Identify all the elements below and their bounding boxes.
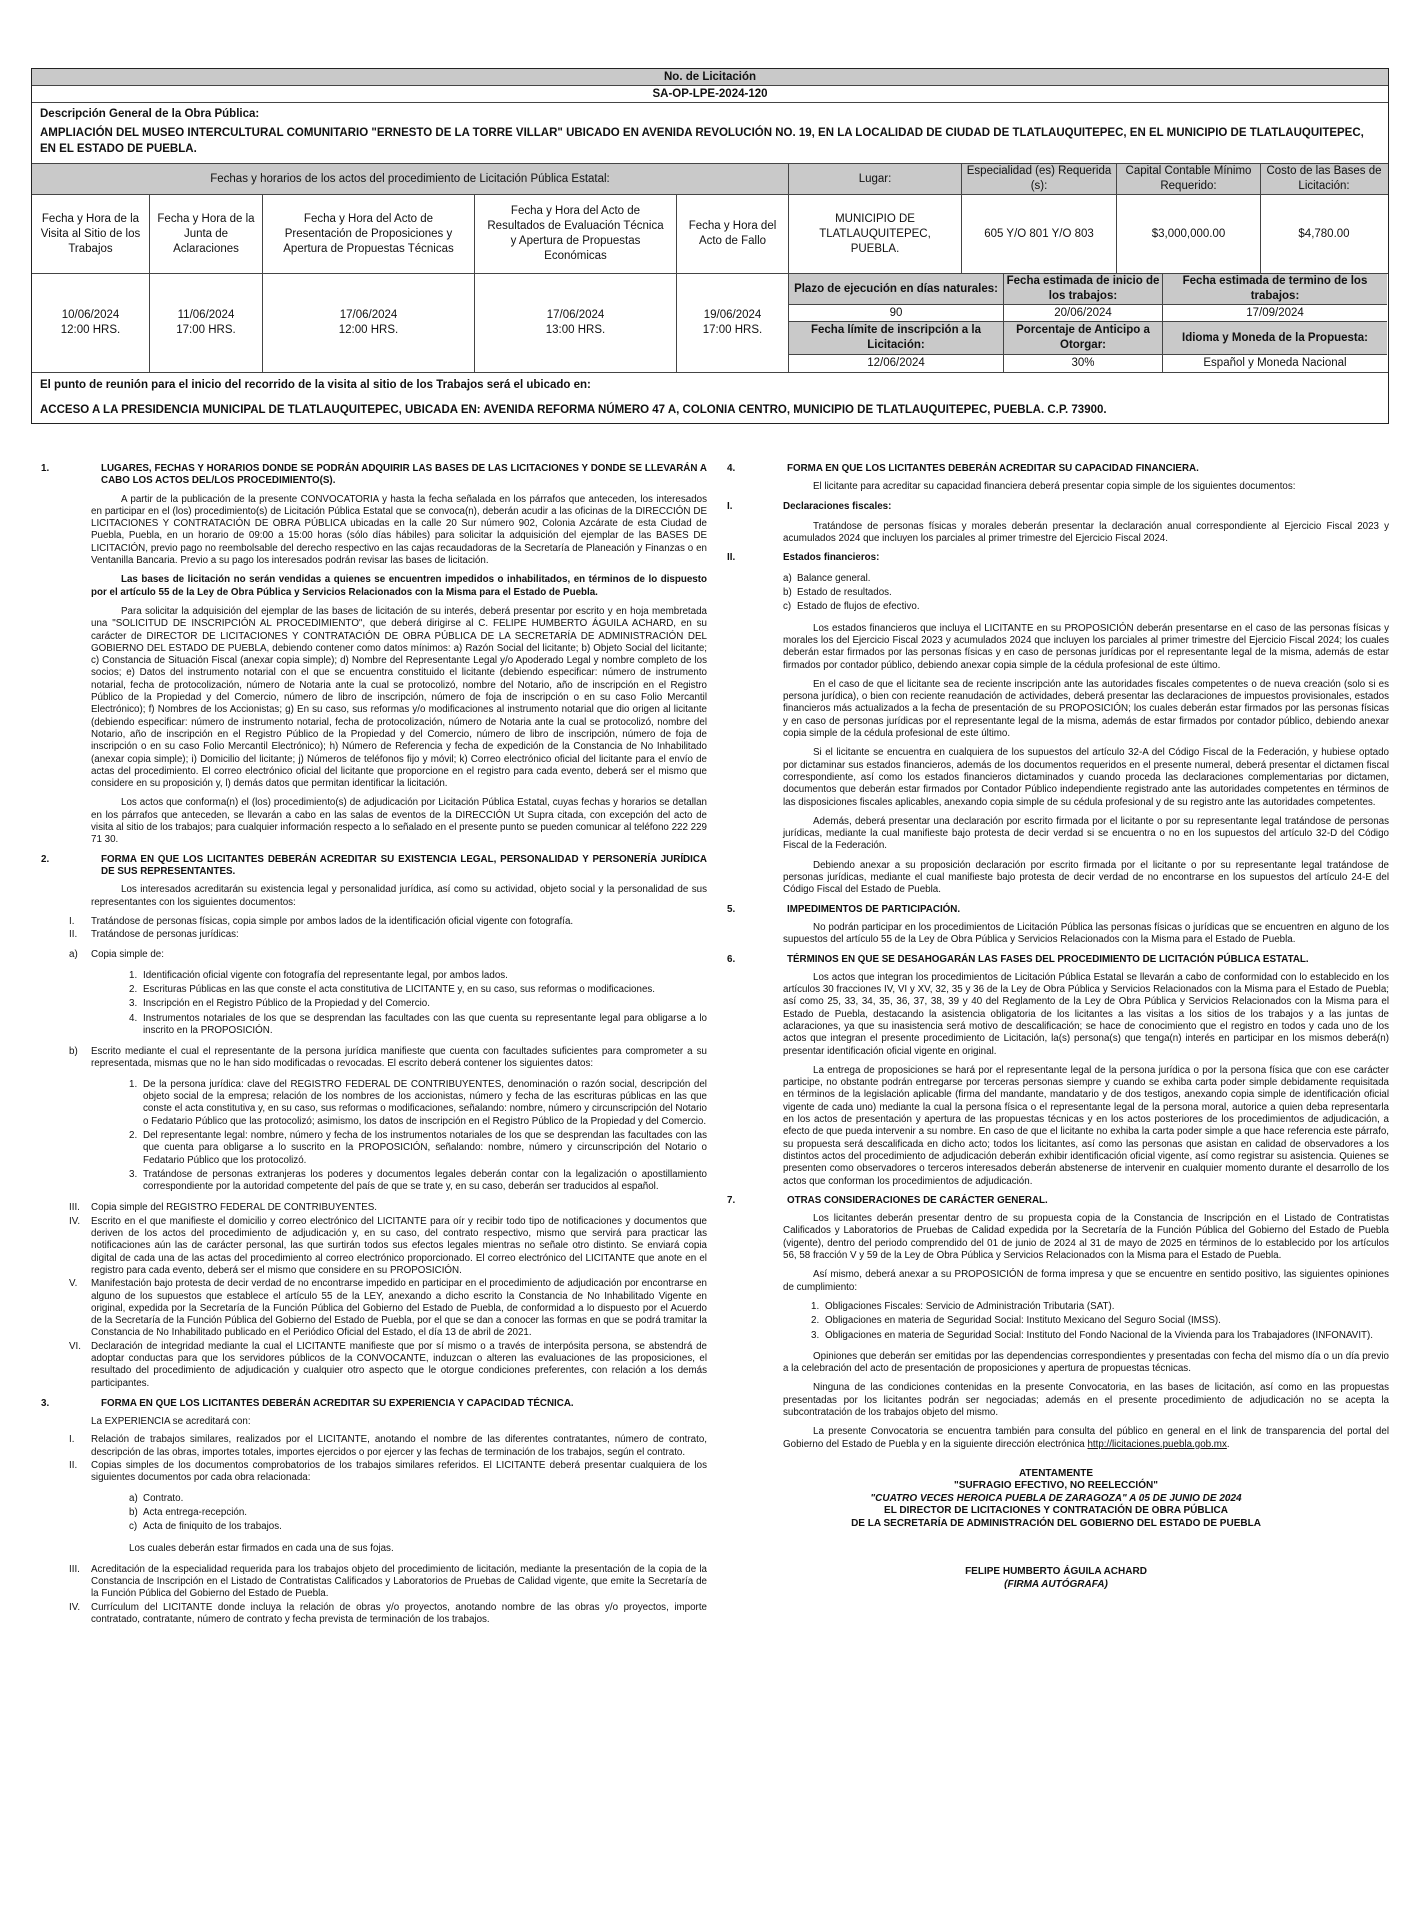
section-2-paragraph-1: Los interesados acreditarán su existencia legal y personalidad jurídica, así como su actividad, objeto social y la personalidad de sus representantes con los siguientes documentos: <box>91 884 707 908</box>
termino-label: Fecha estimada de termino de los trabajos: <box>1182 275 1368 302</box>
act-date-visita <box>32 274 150 372</box>
plazos-grid <box>789 274 1387 372</box>
especialidad-label: Especialidad (es) Requerida (s): <box>962 164 1117 194</box>
list-item: I. Tratándose de personas físicas, copia simple por ambos lados de la identificación oficial vigente con fotografía. <box>69 915 574 927</box>
list-item: 1. Identificación oficial vigente con fotografía del representante legal, por ambos lados. <box>129 969 508 981</box>
list-item: b) Escrito mediante el cual el representante de la persona jurídica manifieste que cuenta con facultades suficientes para comprometer a su representada, mismas que no le han sido modificadas o revocadas. El escrito deberá contener los siguientes datos: <box>69 1046 707 1070</box>
section-3-title: FORMA EN QUE LOS LICITANTES DEBERÁN ACREDITAR SU EXPERIENCIA Y CAPACIDAD TÉCNICA. <box>101 1397 574 1409</box>
act-label-fallo: Fecha y Hora del Acto de Fallo <box>677 195 789 273</box>
junta-time: 17:00 HRS. <box>176 324 236 336</box>
section-1-paragraph-4: Los actos que conforma(n) el (los) procedimiento(s) de adjudicación por Licitación Pública Estatal, cuyas fechas y horarios se detallan en los párrafos que anteceden, se llevarán a cabo en las salas de eventos de la DIRECCIÓN Ut Supra citada, con excepción del acto de visita al sitio de los trabajos; para cualquier información respecto a lo señalado en el presente punto se pueden comunicar al teléfono 222 229 71 30. <box>91 797 707 846</box>
idioma-value: Español y Moneda Nacional <box>1203 357 1347 369</box>
list-item: I. Declaraciones fiscales: <box>727 500 892 512</box>
licitaciones-link[interactable]: http://licitaciones.puebla.gob.mx <box>1087 1438 1227 1450</box>
capital-value: $3,000,000.00 <box>1117 195 1261 273</box>
closing-line-1: ATENTAMENTE <box>1018 1467 1094 1479</box>
reunion-label: El punto de reunión para el inicio del recorrido de la visita al sitio de los Trabajos será el ubicado en: <box>40 379 591 391</box>
list-item: 4. Instrumentos notariales de los que se desprendan las facultades con las que cuenta su representante legal para obligarse a lo inscrito en la PROPOSICIÓN. <box>129 1012 707 1036</box>
list-item: a) Balance general. <box>783 572 871 584</box>
act-label-junta: Fecha y Hora de la Junta de Aclaraciones <box>150 195 263 273</box>
section-3-intro: La EXPERIENCIA se acreditará con: <box>91 1416 251 1428</box>
section-6-paragraph-2: La entrega de proposiciones se hará por el representante legal de la persona jurídica o por la persona física que con ese carácter participe, no obstante podrán entregarse por terceras personas siempre y cuando se exhiba carta poder simple debidamente requisitada en términos de la legislación aplicable (firma del mandante, mandatario y de dos testigos, anexando copia simple de identificación oficial vigente de cada uno) mediante la cual la persona física o el representante legal de la persona moral, autorice a quien deba representarla en los actos de presentación y apertura de las propuestas técnicas y en los actos posteriores de los procedimientos de adjudicación, a efecto de que pueda intervenir a su nombre. En caso de que el licitante no exhiba la carta poder simple a que hace referencia este párrafo, su propuesta será descalificada en dicho acto; todos los licitantes, así como las personas que asistan en calidad de observadores a los distintos actos del procedimiento de adjudicación deberán exhibir identificación oficial vigente, así como registrar su asistencia. Quienes se presenten como observadores o terceros interesados deberán abstenerse de intervenir en cualquier momento durante el desarrollo de los actos que conforman los procedimientos de adjudicación. <box>783 1064 1389 1187</box>
act-date-presentacion <box>263 274 475 372</box>
list-item: II. Tratándose de personas jurídicas: <box>69 929 239 941</box>
fallo-date: 19/06/2024 <box>703 309 762 321</box>
section-4-paragraph-4: Si el licitante se encuentra en cualquiera de los supuestos del artículo 32-A del Código Fiscal de la Federación, y hubiese optado por dictaminar sus estados financieros, además de los documentos requeridos en el presente numeral, deberá presentar el dictamen fiscal correspondiente, así como los estados financieros dictaminados y cuando proceda las declaraciones complementarias por dictamen, documentos que deberán estar firmados por Contador Público independiente registrado ante las autoridades competentes en términos de las disposiciones fiscales aplicables, anexando copia simple de su cédula profesional y de su registro ante las autoridades competentes. <box>783 747 1389 808</box>
anticipo-value: 30% <box>1004 355 1163 372</box>
section-1-paragraph-1: A partir de la publicación de la presente CONVOCATORIA y hasta la fecha señalada en los párrafos que anteceden, los interesados en participar en el (los) procedimiento(s) de Licitación Pública Estatal que se convoca(n), deberán acudir a las oficinas de la DIRECCIÓN DE LICITACIONES Y CONTRATACIÓN DE OBRA PÚBLICA ubicadas en la calle 20 Sur número 902, Colonia Azcárate de esta Ciudad de Puebla, Puebla, en un horario de 09:00 a 15:00 horas (sólo días hábiles) para solicitar la adquisición del ejemplar de las BASES DE LICITACIÓN, previo pago no reembolsable del derecho respectivo en las cajas recaudadoras de la Secretaría de Planeación y Finanzas o en Ventanilla Bancaria. Previo a su pago los interesados podrán revisar las bases de licitación. <box>91 493 707 567</box>
reunion-block <box>32 373 1388 423</box>
list-item: b) Estado de resultados. <box>783 587 892 599</box>
list-item: 3. Tratándose de personas extranjeras los poderes y documentos legales deberán contar con la legalización o apostillamiento correspondiente por la autoridad competente del país de que se trate y, en su caso, deberán ser traducidos al español. <box>129 1168 707 1193</box>
section-4-paragraph-5: Además, deberá presentar una declaración por escrito firmada por el licitante o por su representante legal tratándose de personas jurídicas, mediante la cual manifieste bajo protesta de decir verdad si se encuentra o no en los supuestos del artículo 32-D del Código Fiscal de la Federación. <box>783 815 1389 852</box>
termino-value: 17/09/2024 <box>1246 306 1304 319</box>
descripcion-block <box>32 103 1388 164</box>
section-5-paragraph-1: No podrán participar en los procedimientos de Licitación Pública las personas físicas o jurídicas que se encuentren en alguno de los supuestos del artículo 55 de la Ley de Obra Pública y Servicios Relacionados con la Misma para el Estado de Puebla. <box>783 921 1389 946</box>
acts-row <box>32 195 1388 274</box>
section-3-number: 3. <box>41 1397 50 1409</box>
list-item: V. Manifestación bajo protesta de decir verdad de no encontrarse impedido en participar en el procedimiento de adjudicación por encontrarse en alguno de los supuestos que establece el artículo 55 de la LEY, anexando a dicho escrito la Constancia de No Inhabilitado Vigente en original, expedida por la Secretaría de la Función Pública del Gobierno del Estado de Puebla, de conformidad a lo dispuesto por el Acuerdo de la Secretaría de la Función Pública del Gobierno del Estado de Puebla, por el que se dan a conocer las formas en que se podrá tramitar la Constancia de No Inhabilitado publicado en el Periódico Oficial del Estado, el día 13 de abril de 2021. <box>69 1278 707 1339</box>
list-item: 3. Obligaciones en materia de Seguridad Social: Instituto del Fondo Nacional de la Vivienda para los Trabajadores (INFONAVIT). <box>811 1329 1374 1341</box>
act-date-junta <box>150 274 263 372</box>
especialidad-value: 605 Y/O 801 Y/O 803 <box>962 195 1117 273</box>
section-4-number: 4. <box>727 463 736 474</box>
act-label-resultados: Fecha y Hora del Acto de Resultados de Evaluación Técnica y Apertura de Propuestas Económicas <box>475 195 677 273</box>
costo-label: Costo de las Bases de Licitación: <box>1266 165 1382 192</box>
right-column <box>723 463 1389 1591</box>
closing-block <box>723 1468 1389 1592</box>
section-2-heading <box>31 854 707 879</box>
limite-label: Fecha límite de inscripción a la Licitación: <box>789 322 1004 354</box>
section-4-paragraph-2: Los estados financieros que incluya el LICITANTE en su PROPOSICIÓN deberán presentarse en el caso de las personas físicas y morales los del Ejercicio Fiscal 2023 y acumulados 2024 que incluyen los parciales al primer trimestre del Ejercicio Fiscal 2024; los cuales deberán estar firmados por las personas físicas y en caso de personas jurídicas por el representante legal de la misma, además de estar firmados por contador público, debiendo anexar copia simple de la cédula profesional de este último. <box>783 622 1389 671</box>
fallo-time: 17:00 HRS. <box>702 324 763 336</box>
list-item: b) Acta entrega-recepción. <box>129 1506 248 1518</box>
visita-time: 12:00 HRS. <box>60 324 121 336</box>
section-4-paragraph-6: Debiendo anexar a su proposición declaración por escrito firmada por el licitante o por su representante legal tratándose de personas jurídicas, mediante el cual manifieste bajo protesta de decir verdad de no encontrarse en los supuestos del artículo 24-E del Código Fiscal del Estado de Puebla. <box>783 859 1389 896</box>
list-item: 2. Del representante legal: nombre, número y fecha de los instrumentos notariales de los que se desprendan las facultades con las que cuenta para obligarse a lo suscrito en la PROPOSICIÓN, señalando: nombre, número y circunscripción del Notario o Fedatario Público que los protocolizó. <box>129 1129 707 1166</box>
descripcion-label: Descripción General de la Obra Pública: <box>40 108 260 120</box>
section-4-paragraph-3: En el caso de que el licitante sea de reciente inscripción ante las autoridades fiscales competentes o de nueva creación (solo si es persona jurídica), o bien con reciente reanudación de actividades, deberá presentar las declaraciones de impuestos provisionales, estados financieros más actualizados a la fecha de presentación de su PROPOSICIÓN; los cuales deberán estar firmados por las personas físicas y en caso de personas jurídicas por el representante legal de la misma, además de estar firmados por contador público, debiendo anexar copia simple de la cédula profesional de este último. <box>783 678 1389 740</box>
list-item: c) Acta de finiquito de los trabajos. <box>129 1521 282 1533</box>
no-licitacion-label: No. de Licitación <box>32 69 1388 86</box>
section-1-heading <box>31 463 707 488</box>
inicio-value: 20/06/2024 <box>1004 305 1163 321</box>
list-item: IV. Currículum del LICITANTE donde incluya la relación de obras y/o proyectos, anotando nombre de las obras y/o proyectos, importe contratado, contratante, número de contrato y fecha prevista de terminación de los trabajos. <box>69 1601 707 1626</box>
capital-label: Capital Contable Mínimo Requerido: <box>1117 164 1261 194</box>
list-item: III. Copia simple del REGISTRO FEDERAL DE CONTRIBUYENTES. <box>69 1202 377 1214</box>
descripcion-value: AMPLIACIÓN DEL MUSEO INTERCULTURAL COMUNITARIO "ERNESTO DE LA TORRE VILLAR" UBICADO EN AVENIDA REVOLUCIÓN NO. 19, EN LA LOCALIDAD DE CIUDAD DE TLATLAUQUITEPEC, EN EL MUNICIPIO DE TLATLAUQUITEPEC, EN EL ESTADO DE PUEBLA. <box>40 127 1364 155</box>
licitacion-table <box>31 68 1389 424</box>
list-item: 2. Escrituras Públicas en las que conste el acta constitutiva de LICITANTE y, en su caso, sus reformas o modificaciones. <box>129 983 656 995</box>
section-3-firmados: Los cuales deberán estar firmados en cada una de sus fojas. <box>129 1542 394 1554</box>
closing-line-5: DE LA SECRETARÍA DE ADMINISTRACIÓN DEL GOBIERNO DEL ESTADO DE PUEBLA <box>851 1517 1261 1529</box>
section-1-paragraph-2: Las bases de licitación no serán vendidas a quienes se encuentren impedidos o inhabilitados, en términos de lo dispuesto por el artículo 55 de la Ley de Obra Pública y Servicios Relacionados con la Misma para el Estado de Puebla. <box>91 574 707 598</box>
fechas-label: Fechas y horarios de los actos del procedimiento de Licitación Pública Estatal: <box>32 164 789 194</box>
list-item: 1. Obligaciones Fiscales: Servicio de Administración Tributaria (SAT). <box>811 1300 1115 1312</box>
list-item: c) Estado de flujos de efectivo. <box>783 601 920 613</box>
idioma-label: Idioma y Moneda de la Propuesta: <box>1182 331 1368 344</box>
lugar-value: MUNICIPIO DE TLATLAUQUITEPEC, PUEBLA. <box>789 195 962 273</box>
section-7-paragraph-5: La presente Convocatoria se encuentra también para consulta del público en general en el link de transparencia del portal del Gobierno del Estado de Puebla y en la siguiente dirección electrónica http://licitaciones.puebla.gob.mx. <box>783 1426 1389 1450</box>
list-item: 3. Inscripción en el Registro Público de la Propiedad y del Comercio. <box>129 998 430 1010</box>
no-licitacion-value: SA-OP-LPE-2024-120 <box>32 86 1388 103</box>
list-item: a) Contrato. <box>129 1492 184 1504</box>
list-item: III. Acreditación de la especialidad requerida para los trabajos objeto del procedimiento de licitación, mediante la presentación de la copia de la Constancia de Inscripción en el Listado de Contratistas Calificados y Laboratorios de Pruebas de Calidad vigente, que emite la Secretaría de la Función Pública del Gobierno del Estado de Puebla. <box>69 1563 707 1600</box>
list-item: 1. De la persona jurídica: clave del REGISTRO FEDERAL DE CONTRIBUYENTES, denominación o razón social, descripción del objeto social de la empresa; relación de los nombres de los accionistas, número y fecha de las escrituras públicas en las que conste el acta constitutiva y, en su caso, sus reformas o modificaciones, señalando: nombre, número y circunscripción del Notario o Fedatario Público que las protocolizó; asimismo, los datos de inscripción en el Registro Público de la Propiedad y del Comercio. <box>129 1078 707 1127</box>
section-1-title: LUGARES, FECHAS Y HORARIOS DONDE SE PODRÁN ADQUIRIR LAS BASES DE LAS LICITACIONES Y DONDE SE LLEVARÁN A CABO LOS ACTOS DEL/LOS PROCEDIMIENTO(S). <box>101 463 707 487</box>
closing-line-2: "SUFRAGIO EFECTIVO, NO REELECCIÓN" <box>954 1480 1158 1492</box>
costo-value: $4,780.00 <box>1298 227 1350 240</box>
list-item: I. Relación de trabajos similares, realizados por el LICITANTE, anotando el nombre de las diferentes contratantes, número de contrato, descripción de las obras, importes totales, importes ejercidos o por ejercer y las fechas de terminación de los trabajos, según el contrato. <box>69 1434 707 1458</box>
list-item: 2. Obligaciones en materia de Seguridad Social: Instituto Mexicano del Seguro Social (IMSS). <box>811 1315 1221 1327</box>
section-7-title: OTRAS CONSIDERACIONES DE CARÁCTER GENERAL. <box>787 1194 1048 1206</box>
act-label-presentacion: Fecha y Hora del Acto de Presentación de Proposiciones y Apertura de Propuestas Técnicas <box>263 195 475 273</box>
section-7-paragraph-4: Ninguna de las condiciones contenidas en la presente Convocatoria, en las bases de licitación, así como en las propuestas presentadas por los licitantes podrán ser negociadas; además en el presente procedimiento de adjudicación no se acepta la subcontratación de los trabajos objeto del mismo. <box>783 1382 1389 1418</box>
section-6-number: 6. <box>727 953 736 965</box>
section-5-title: IMPEDIMENTOS DE PARTICIPACIÓN. <box>787 903 961 915</box>
act-date-fallo <box>677 274 789 372</box>
closing-line-3: "CUATRO VECES HEROICA PUEBLA DE ZARAGOZA" A 05 DE JUNIO DE 2024 <box>870 1492 1242 1504</box>
list-item: a) Copia simple de: <box>69 949 164 961</box>
section-6-heading <box>723 954 1389 966</box>
section-5-heading <box>723 904 1389 916</box>
section-6-paragraph-1: Los actos que integran los procedimientos de Licitación Pública Estatal se llevarán a cabo de conformidad con lo establecido en los artículos 30 fracciones IV, VI y XV, 32, 35 y 36 de la Ley de Obra Pública y Servicios Relacionados con la Misma para el Estado de Puebla; así como 25, 33, 34, 35, 36, 37, 38, 39 y 40 del Reglamento de la Ley de Obra Pública y Servicios Relacionados con la Misma para el Estado de Puebla, destacando la asistencia obligatoria de los licitantes a las visitas a los sitios de los trabajos y a las juntas de aclaraciones, ya que su inasistencia será motivo de descalificación; se hace de conocimiento que el registro en todos y cada uno de los actos que integran el presente procedimiento de Licitación, la(s) persona(s) que tenga(n) interés en participar en los mismos deberá(n) presentar identificación oficial vigente en original. <box>783 971 1389 1057</box>
section-7-number: 7. <box>727 1194 736 1206</box>
act-label-visita: Fecha y Hora de la Visita al Sitio de los Trabajos <box>32 195 150 273</box>
section-2-title: FORMA EN QUE LOS LICITANTES DEBERÁN ACREDITAR SU EXISTENCIA LEGAL, PERSONALIDAD Y PERSONERÍA JURÍDICA DE SUS REPRESENTANTES. <box>101 853 707 877</box>
closing-line-4: EL DIRECTOR DE LICITACIONES Y CONTRATACIÓN DE OBRA PÚBLICA <box>884 1505 1228 1517</box>
section-2-number: 2. <box>41 853 50 865</box>
left-column <box>31 463 707 1627</box>
visita-date: 10/06/2024 <box>61 309 120 321</box>
section-6-title: TÉRMINOS EN QUE SE DESAHOGARÁN LAS FASES DEL PROCEDIMIENTO DE LICITACIÓN PÚBLICA ESTATAL. <box>787 953 1309 965</box>
section-3-heading <box>31 1398 707 1410</box>
section-4-title: FORMA EN QUE LOS LICITANTES DEBERÁN ACREDITAR SU CAPACIDAD FINANCIERA. <box>787 463 1199 474</box>
list-item: IV. Escrito en el que manifieste el domicilio y correo electrónico del LICITANTE para oír y recibir todo tipo de notificaciones y documentos que deriven de los actos del procedimiento de adjudicación y, en su caso, del contrato respectivo, mismo que servirá para practicar las notificaciones aún las de carácter personal, las que surtirán todos sus efectos legales mientras no señale otro distinto. Se enviará copia digital de cada una de las actas del procedimiento al correo electrónico proporcionado. El correo electrónico del LICITANTE que anote en el registro para cada evento, deberá ser el mismo que considere en su PROPOSICIÓN. <box>69 1215 707 1276</box>
list-item: VI. Declaración de integridad mediante la cual el LICITANTE manifieste que por sí mismo o a través de interpósita persona, se abstendrá de adoptar conductas para que los servidores públicos de la CONVOCANTE, induzcan o alteren las evaluaciones de las proposiciones, el resultado del procedimiento de adjudicación y cualquier otro aspecto que le otorgue condiciones preferentes, con relación a los demás participantes. <box>69 1340 707 1389</box>
plazo-value: 90 <box>789 305 1004 321</box>
section-5-number: 5. <box>727 903 736 915</box>
resultados-date: 17/06/2024 <box>546 309 605 321</box>
presentacion-date: 17/06/2024 <box>339 309 398 321</box>
plazo-label: Plazo de ejecución en días naturales: <box>789 274 1004 304</box>
section-4-declaraciones-text: Tratándose de personas físicas y morales deberán presentar la declaración anual correspondiente al Ejercicio Fiscal 2023 y acumulados 2024 que incluyen los parciales al primer trimestre del Ejercicio Fiscal 2024. <box>783 520 1389 545</box>
section-7-heading <box>723 1195 1389 1207</box>
junta-date: 11/06/2024 <box>177 309 235 321</box>
lugar-label: Lugar: <box>789 164 962 194</box>
signer-name: FELIPE HUMBERTO ÁGUILA ACHARD <box>965 1566 1147 1578</box>
anticipo-label: Porcentaje de Anticipo a Otorgar: <box>1004 322 1163 354</box>
section-7-paragraph-3: Opiniones que deberán ser emitidas por las dependencias correspondientes y presentadas con fecha del mismo día o un día previo a la celebración del acto de presentación de proposiciones y apertura de propuestas técnicas. <box>783 1350 1389 1375</box>
dates-row <box>32 274 1388 373</box>
presentacion-time: 12:00 HRS. <box>338 324 399 336</box>
signature-note: (FIRMA AUTÓGRAFA) <box>1004 1578 1108 1590</box>
inicio-label: Fecha estimada de inicio de los trabajos: <box>1004 274 1163 304</box>
resultados-time: 13:00 HRS. <box>545 324 606 336</box>
section-1-paragraph-3: Para solicitar la adquisición del ejemplar de las bases de licitación de su interés, deberá presentar por escrito y en hoja membretada una "SOLICITUD DE INSCRIPCIÓN AL PROCEDIMIENTO", que deberá dirigirse al C. FELIPE HUMBERTO ÁGUILA ACHARD, en su carácter de DIRECTOR DE LICITACIONES Y CONTRATACIÓN DE OBRA PÚBLICA DE LA SECRETARÍA DE ADMINISTRACIÓN DEL GOBIERNO DEL ESTADO DE PUEBLA, debiendo contener como datos mínimos: a) Razón Social del licitante; b) Objeto Social del licitante; c) Constancia de Situación Fiscal (anexar copia simple); d) Nombre del Representante Legal y/o Apoderado Legal y nombre completo de los socios; e) Datos del instrumento notarial con el que se encuentra constituido el licitante (debiendo especificar: número de instrumento notarial, fecha de protocolización, número de Notaria ante la cual se protocolizó, nombre del Notario, año de inscripción en el Registro Público de la Propiedad y del Comercio, número de libro de inscripción, número de foja de inscripción o en su caso Folio Mercantil Electrónico); f) Nombres de los Accionistas; g) En su caso, sus reformas y/o modificaciones al instrumento notarial que dio origen al licitante (debiendo especificar: número de instrumento notarial, fecha de protocolización, número de Notaria ante la cual se protocolizó, nombre del Notario, año de inscripción en el Registro Público de la Propiedad y del Comercio, número de libro de inscripción, número de foja de inscripción o en su caso Folio Mercantil Electrónico); h) Número de Referencia y fecha de expedición de la Constancia de No Inhabilitado (anexar copia simple); i) Domicilio del licitante; j) Números de teléfonos fijo y móvil; k) Correo electrónico oficial del licitante para el envío de actas del procedimiento. El correo electrónico oficial del licitante que proporcione en el registro para cada evento, deberá ser el mismo que considere en su proposición y, l) demás datos que permitan identificar la licitación. <box>91 605 707 790</box>
section-7-paragraph-1: Los licitantes deberán presentar dentro de su propuesta copia de la Constancia de Inscripción en el Listado de Contratistas Calificados y Laboratorios de Pruebas de Calidad expedida por la Secretaría de la Función Pública del Gobierno del Estado de Puebla (vigente), dentro del periodo comprendido del 01 de junio de 2024 al 31 de mayo de 2025 en términos de lo establecido por los artículos 56, 58 fracción V y 59 de la Ley de Obra Pública y Servicios Relacionados con la Misma para el Estado de Puebla. <box>783 1213 1389 1262</box>
section-4-heading <box>723 463 1389 475</box>
header-labels-row <box>32 164 1388 195</box>
section-1-number: 1. <box>41 463 50 474</box>
section-4-paragraph-1: El licitante para acreditar su capacidad financiera deberá presentar copia simple de los siguientes documentos: <box>813 481 1296 493</box>
list-item: II. Copias simples de los documentos comprobatorios de los trabajos similares referidos. El LICITANTE deberá presentar cualquiera de los siguientes documentos por cada obra relacionada: <box>69 1460 707 1484</box>
act-date-resultados <box>475 274 677 372</box>
limite-value: 12/06/2024 <box>789 355 1004 372</box>
reunion-value: ACCESO A LA PRESIDENCIA MUNICIPAL DE TLATLAUQUITEPEC, UBICADA EN: AVENIDA REFORMA NÚMERO 47 A, COLONIA CENTRO, MUNICIPIO DE TLATLAUQUITEPEC, PUEBLA. C.P. 73900. <box>40 404 1107 416</box>
section-7-paragraph-2: Así mismo, deberá anexar a su PROPOSICIÓN de forma impresa y que se encuentre en sentido positivo, las siguientes opiniones de cumplimiento: <box>783 1269 1389 1293</box>
list-item: II. Estados financieros: <box>727 552 880 564</box>
